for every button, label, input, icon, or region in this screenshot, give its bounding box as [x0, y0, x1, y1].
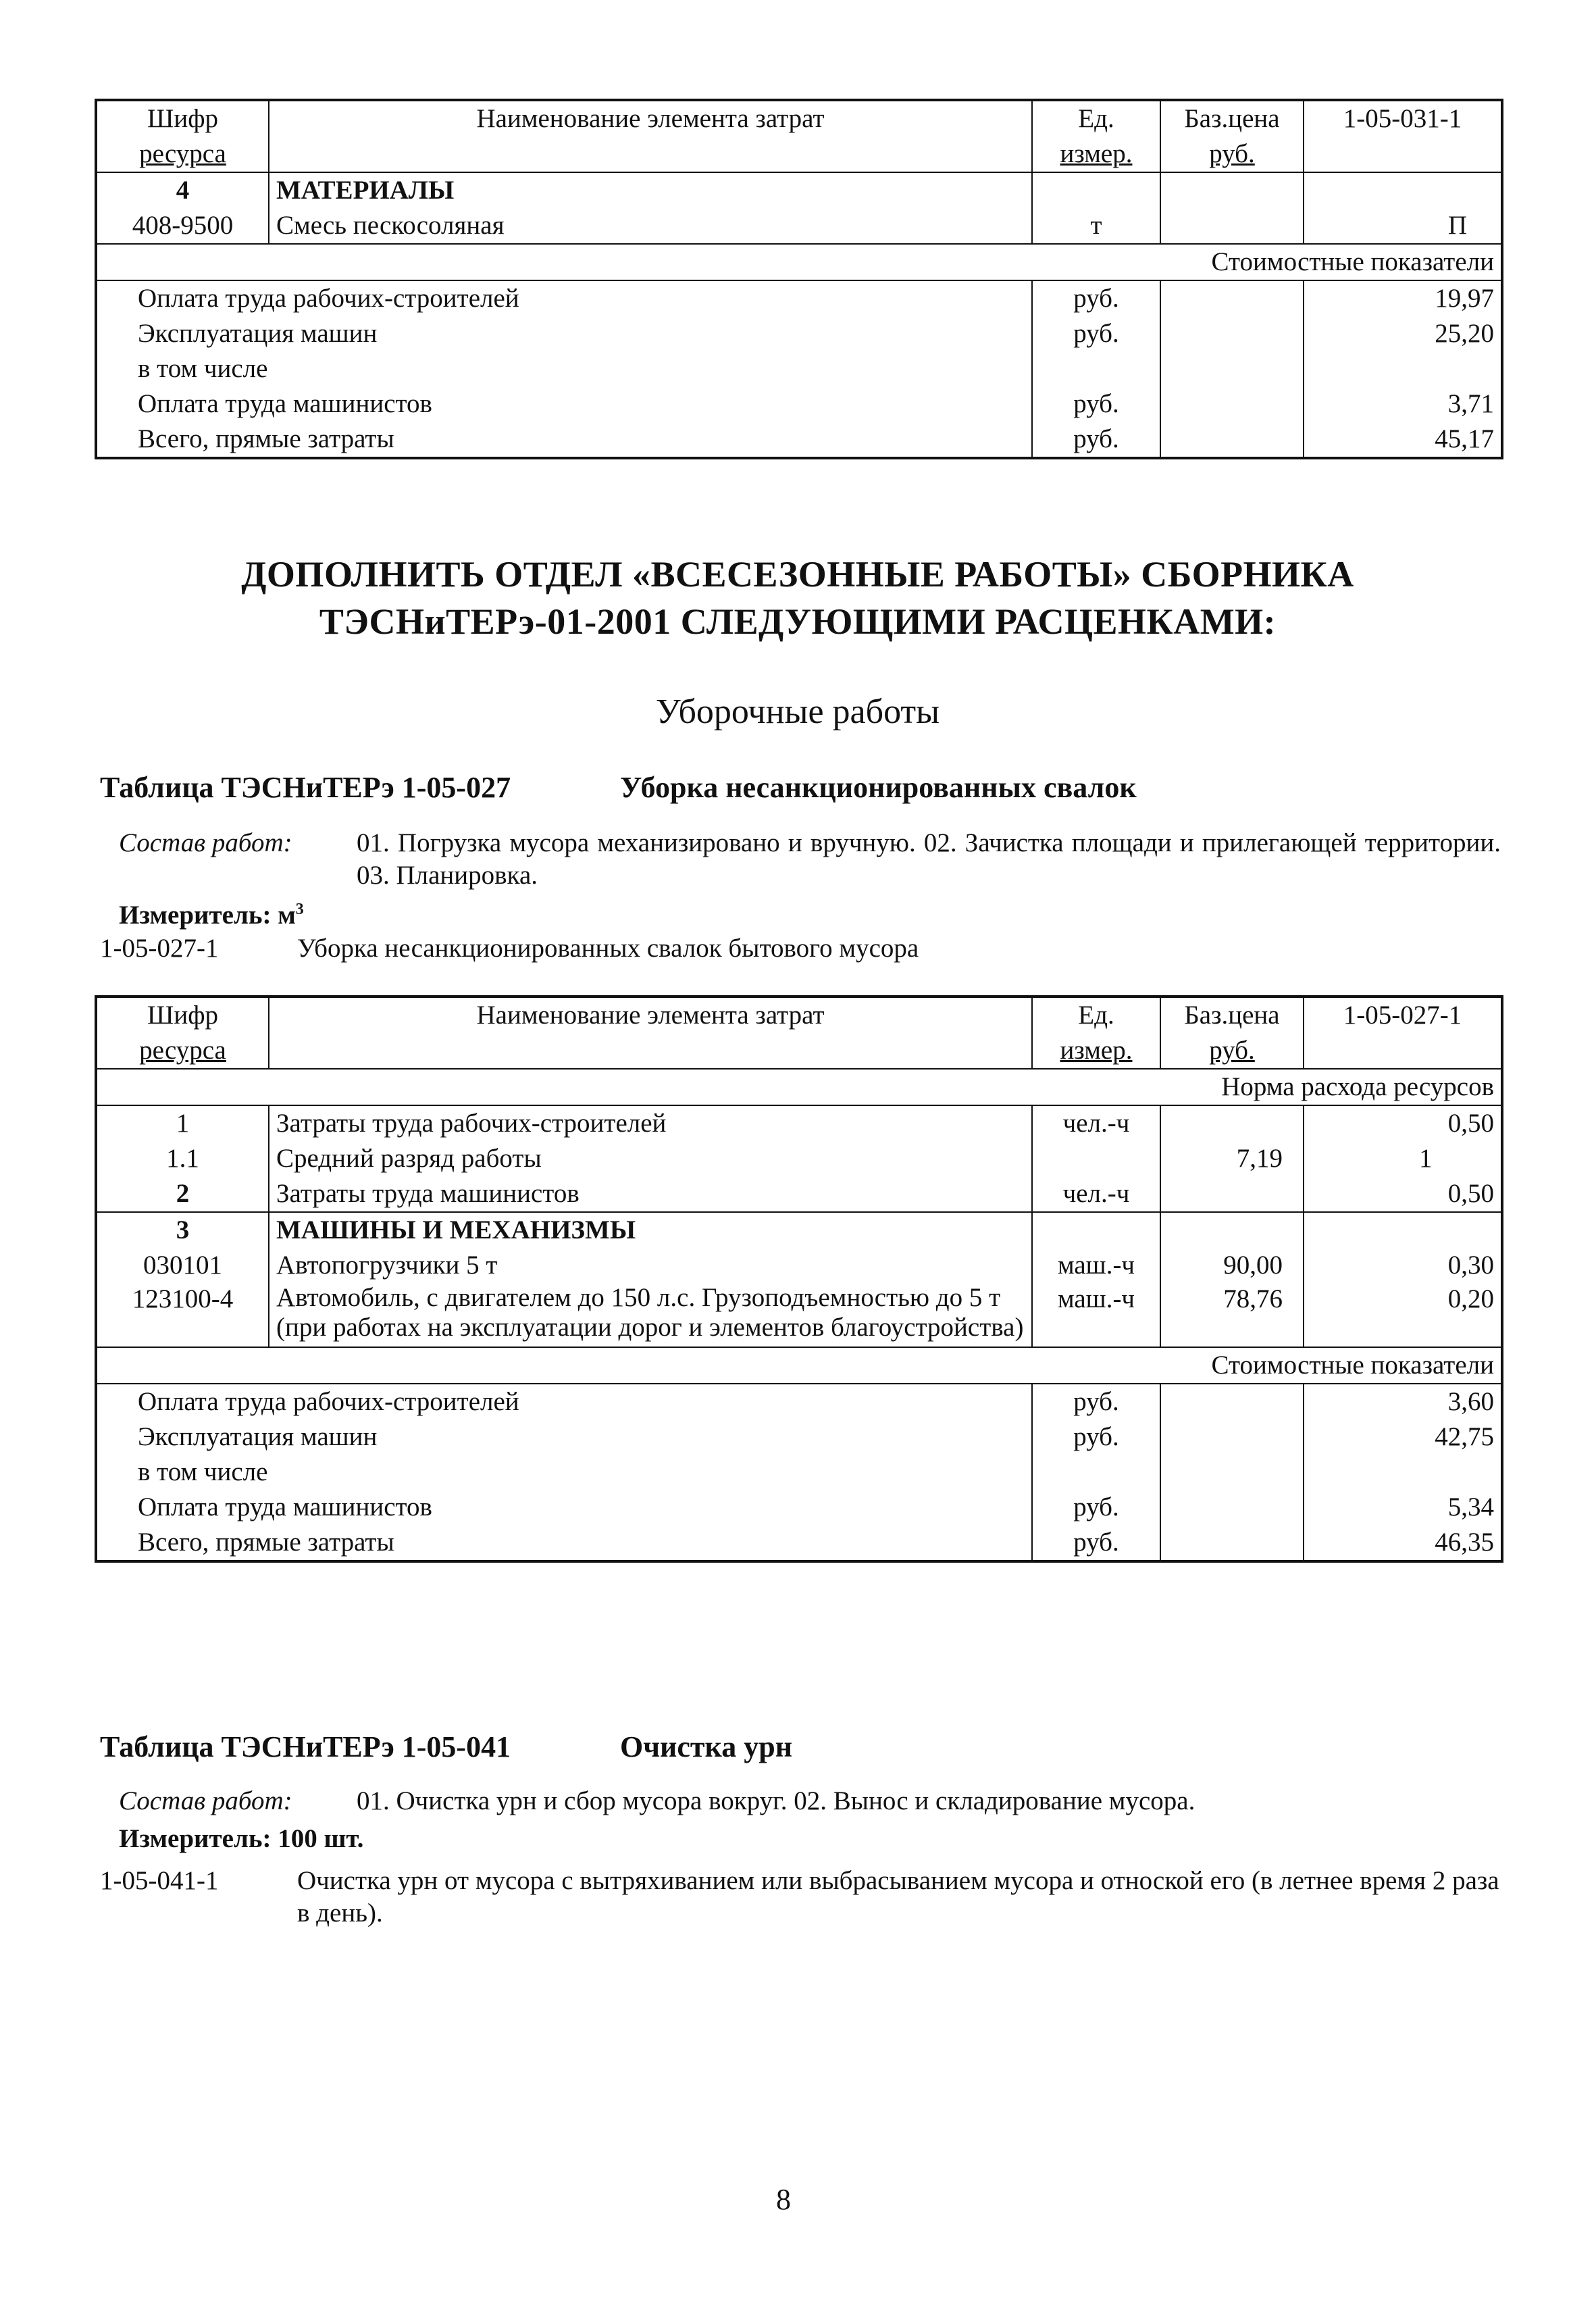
cost-unit: руб.	[1032, 386, 1160, 422]
col-header-code: Шифр ресурса	[96, 100, 269, 172]
table-row	[96, 1248, 1502, 1283]
cost-value: 46,35	[1435, 1528, 1494, 1557]
col-header-table-code: 1-05-027-1	[1304, 997, 1502, 1069]
row-code: 1.1	[96, 1141, 269, 1176]
item-description-2: Очистка урн от мусора с вытряхиванием или выбрасыванием мусора и отноской его (в летнее время 2 раза в день).	[297, 1866, 1499, 1928]
cost-row	[96, 280, 1502, 316]
col-header-price: Баз.цена руб.	[1160, 997, 1304, 1069]
cost-name: в том числе	[96, 1455, 1032, 1490]
cost-name: Эксплуатация машин	[96, 316, 1032, 351]
row-price	[1160, 172, 1304, 208]
row-value: 0,30	[1447, 1251, 1494, 1280]
cost-row	[96, 386, 1502, 422]
cost-value: 5,34	[1447, 1492, 1494, 1521]
table-row	[96, 172, 1502, 208]
cost-value: 42,75	[1435, 1422, 1494, 1451]
page-number: 8	[776, 2183, 791, 2216]
row-code: 3	[96, 1212, 269, 1248]
cost-row	[96, 1490, 1502, 1525]
work-composition-label-2: Состав работ:	[119, 1786, 292, 1815]
row-code: 1	[96, 1105, 269, 1141]
cost-row	[96, 351, 1502, 386]
row-name: Смесь пескосоляная	[269, 208, 1032, 244]
work-composition-text: 01. Погрузка мусора механизировано и вручную. 02. Зачистка площади и прилегающей территории. 03. Планировка.	[357, 828, 1501, 890]
cost-value: 45,17	[1435, 424, 1494, 453]
cost-unit: руб.	[1032, 280, 1160, 316]
row-code: 2	[96, 1176, 269, 1212]
row-unit	[1032, 1141, 1160, 1176]
measure-unit: Измеритель: $м^3$	[119, 901, 304, 930]
cost-value	[1304, 1455, 1502, 1490]
cost-name: Оплата труда машинистов	[96, 386, 1032, 422]
cost-header: Стоимостные показатели	[96, 1347, 1502, 1384]
col-header-code: Шифр ресурса	[96, 997, 269, 1069]
cost-unit: руб.	[1032, 1525, 1160, 1561]
row-value	[1304, 172, 1502, 208]
cost-header-row	[96, 1347, 1502, 1384]
work-composition-label: Состав работ:	[119, 828, 292, 857]
cost-name: Эксплуатация машин	[96, 1419, 1032, 1455]
item-description: Уборка несанкционированных свалок бытового мусора	[297, 934, 919, 963]
row-name: Затраты труда рабочих-строителей	[269, 1105, 1032, 1141]
row-unit: чел.-ч	[1032, 1176, 1160, 1212]
row-unit: маш.-ч	[1032, 1283, 1160, 1347]
cost-name: в том числе	[96, 351, 1032, 386]
table-row	[96, 1105, 1502, 1141]
cost-unit: руб.	[1032, 1419, 1160, 1455]
row-code: 123100-4	[96, 1283, 269, 1347]
row-name: МАШИНЫ И МЕХАНИЗМЫ	[269, 1212, 1032, 1248]
table-header-row	[96, 100, 1502, 172]
heading-line-2: ТЭСНиТЕРэ-01-2001 СЛЕДУЮЩИМИ РАСЦЕНКАМИ:	[319, 601, 1277, 642]
subheading: Уборочные работы	[655, 693, 940, 731]
cost-unit: руб.	[1032, 422, 1160, 458]
row-value: 0,50	[1447, 1179, 1494, 1208]
row-value	[1304, 1212, 1502, 1248]
col-header-unit: Ед. измер.	[1032, 100, 1160, 172]
row-code: 408-9500	[96, 208, 269, 244]
cost-name: Всего, прямые затраты	[96, 1525, 1032, 1561]
table-row	[96, 1283, 1502, 1347]
row-price	[1160, 208, 1304, 244]
cost-row	[96, 316, 1502, 351]
row-code: 030101	[96, 1248, 269, 1283]
row-unit	[1032, 1212, 1160, 1248]
cost-unit	[1032, 1455, 1160, 1490]
cost-name: Оплата труда рабочих-строителей	[96, 280, 1032, 316]
cost-unit: руб.	[1032, 1490, 1160, 1525]
row-code: 4	[96, 172, 269, 208]
heading-line-1: ДОПОЛНИТЬ ОТДЕЛ «ВСЕСЕЗОННЫЕ РАБОТЫ» СБОРНИКА	[241, 554, 1354, 595]
cost-value: 3,60	[1447, 1387, 1494, 1416]
item-code-2: 1-05-041-1	[100, 1866, 219, 1895]
cost-value	[1304, 351, 1502, 386]
table-row	[96, 1212, 1502, 1248]
cost-header: Стоимостные показатели	[96, 244, 1502, 280]
cost-name: Всего, прямые затраты	[96, 422, 1032, 458]
table-header-row	[96, 997, 1502, 1069]
row-name: МАТЕРИАЛЫ	[269, 172, 1032, 208]
row-unit: маш.-ч	[1032, 1248, 1160, 1283]
row-unit: т	[1032, 208, 1160, 244]
table-title-1-05-027: Уборка несанкционированных свалок	[620, 771, 1137, 804]
table-label-1-05-027: Таблица ТЭСНиТЕРэ 1-05-027	[100, 771, 511, 804]
cost-unit: руб.	[1032, 316, 1160, 351]
cost-unit	[1032, 351, 1160, 386]
cost-row	[96, 1384, 1502, 1419]
norm-header: Норма расхода ресурсов	[96, 1069, 1502, 1105]
table-row	[96, 1141, 1502, 1176]
col-header-price: Баз.цена руб.	[1160, 100, 1304, 172]
table-title-1-05-041: Очистка урн	[620, 1730, 793, 1763]
cost-row	[96, 1455, 1502, 1490]
row-price: 90,00	[1160, 1248, 1304, 1283]
table-row	[96, 208, 1502, 244]
work-composition-text-2: 01. Очистка урн и сбор мусора вокруг. 02. Вынос и складирование мусора.	[357, 1786, 1195, 1815]
row-value: 1	[1419, 1144, 1433, 1173]
measure-unit-2: Измеритель: 100 шт.	[119, 1824, 364, 1853]
table-label-1-05-041: Таблица ТЭСНиТЕРэ 1-05-041	[100, 1730, 511, 1763]
cost-name: Оплата труда рабочих-строителей	[96, 1384, 1032, 1419]
cost-value: 19,97	[1435, 284, 1494, 313]
cost-unit: руб.	[1032, 1384, 1160, 1419]
col-header-table-code: 1-05-031-1	[1304, 100, 1502, 172]
row-name: Автопогрузчики 5 т	[269, 1248, 1032, 1283]
col-header-unit: Ед. измер.	[1032, 997, 1160, 1069]
section-heading	[95, 551, 1501, 645]
col-header-name: Наименование элемента затрат	[269, 100, 1032, 172]
resource-table-1-05-027	[95, 995, 1503, 1563]
cost-value: 3,71	[1447, 389, 1494, 418]
cost-header-row	[96, 244, 1502, 280]
row-value: П	[1447, 211, 1467, 240]
row-name: Автомобиль, с двигателем до 150 л.с. Грузоподъемностью до 5 т (при работах на эксплуатации дорог и элементов благоустройства)	[269, 1283, 1032, 1347]
row-unit	[1032, 172, 1160, 208]
item-code: 1-05-027-1	[100, 934, 219, 963]
cost-row	[96, 1419, 1502, 1455]
row-price	[1160, 1105, 1304, 1141]
row-name: Затраты труда машинистов	[269, 1176, 1032, 1212]
table-row	[96, 1176, 1502, 1212]
row-value: 0,20	[1447, 1284, 1494, 1313]
resource-table-1-05-031	[95, 99, 1503, 459]
norm-header-row	[96, 1069, 1502, 1105]
cost-row	[96, 1525, 1502, 1561]
row-name: Средний разряд работы	[269, 1141, 1032, 1176]
row-price	[1160, 1212, 1304, 1248]
row-value: 0,50	[1447, 1109, 1494, 1138]
row-unit: чел.-ч	[1032, 1105, 1160, 1141]
cost-row	[96, 422, 1502, 458]
row-price	[1160, 1176, 1304, 1212]
cost-value: 25,20	[1435, 319, 1494, 348]
row-price: 78,76	[1160, 1283, 1304, 1347]
cost-name: Оплата труда машинистов	[96, 1490, 1032, 1525]
row-price: 7,19	[1160, 1141, 1304, 1176]
col-header-name: Наименование элемента затрат	[269, 997, 1032, 1069]
